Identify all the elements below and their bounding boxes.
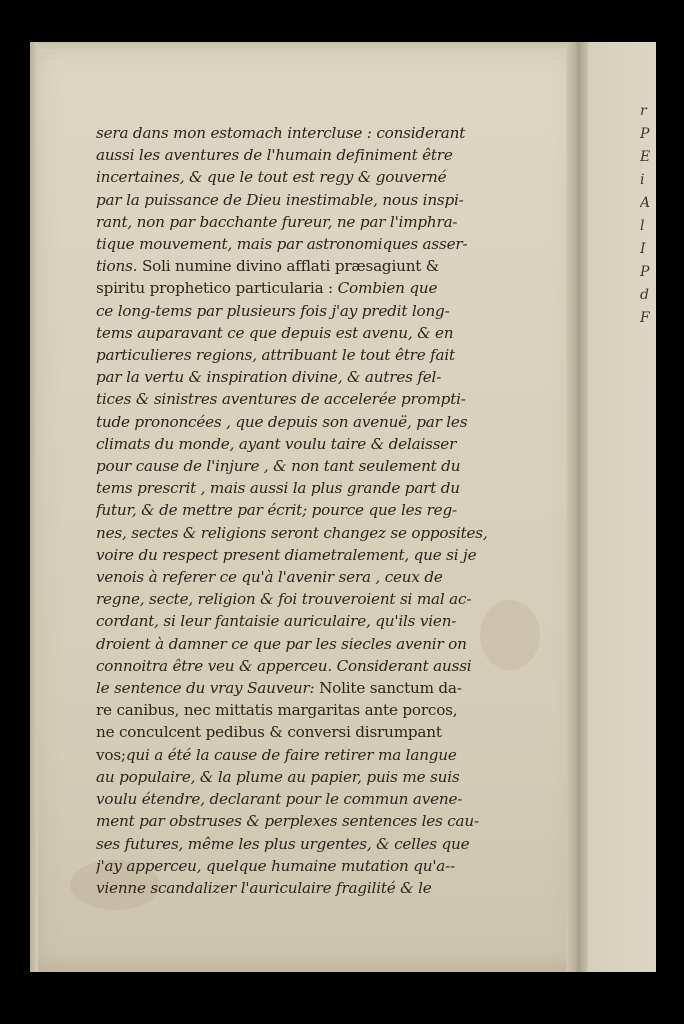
text-line	[96, 277, 510, 299]
text-italic-part: le sentence du vray Sauveur:	[96, 679, 315, 698]
text-line: futur, & de mettre par écrit; pource que les reg-	[96, 501, 457, 520]
text-line	[96, 677, 510, 699]
right-page-letter: I	[640, 241, 646, 257]
text-line: tems prescrit , mais aussi la plus grande part du	[96, 479, 460, 498]
text-line	[96, 744, 510, 766]
right-page-letter: P	[640, 126, 650, 142]
latin-quote: vos;	[96, 745, 126, 764]
latin-quote: re canibus, nec mittatis margaritas ante porcos,	[96, 701, 458, 720]
text-line: climats du monde, ayant voulu taire & delaisser	[96, 434, 457, 453]
right-page-letter: P	[640, 264, 650, 280]
text-line: tique mouvement, mais par astronomiques asser-	[96, 235, 468, 254]
page-top-edge	[30, 42, 582, 52]
latin-quote: Nolite sanctum da-	[319, 679, 462, 698]
text-line	[96, 699, 510, 721]
right-page-letter: E	[640, 149, 651, 165]
text-line	[96, 721, 510, 743]
page-body-text	[96, 122, 510, 899]
text-line: au populaire, & la plume au papier, puis me suis	[96, 767, 460, 786]
text-line: particulieres regions, attribuant le tout être fait	[96, 346, 455, 365]
text-line: pour cause de l'injure , & non tant seulement du	[96, 457, 461, 476]
text-line: par la vertu & inspiration divine, & autres fel-	[96, 368, 442, 387]
latin-quote: Soli numine divino afflati præsagiunt &	[141, 257, 440, 276]
text-line: regne, secte, religion & foi trouveroient si mal ac-	[96, 590, 472, 609]
text-line: rant, non par bacchante fureur, ne par l'imphra-	[96, 212, 458, 231]
text-line: cordant, si leur fantaisie auriculaire, qu'ils vien-	[96, 612, 457, 631]
text-line: connoitra être veu & apperceu. Considerant aussi	[96, 656, 472, 675]
text-line: tude prononcées , que depuis son avenuë, par les	[96, 412, 468, 431]
text-line	[96, 255, 510, 277]
text-line: j'ay apperceu, quelque humaine mutation qu'a--	[96, 856, 456, 875]
text-line: venois à referer ce qu'à l'avenir sera , ceux de	[96, 568, 443, 587]
text-line: tems auparavant ce que depuis est avenu, & en	[96, 323, 454, 342]
text-italic-part: qui a été la cause de faire retirer ma langue	[125, 745, 457, 764]
text-line: voulu étendre, declarant pour le commun avene-	[96, 790, 463, 809]
text-line: incertaines, & que le tout est regy & gouverné	[96, 168, 447, 187]
right-page-letter: A	[640, 195, 651, 211]
text-line: voire du respect present diametralement, que si je	[96, 545, 477, 564]
text-line: aussi les aventures de l'humain definiment être	[96, 146, 453, 165]
right-page-letter: i	[640, 172, 645, 188]
text-line: ment par obstruses & perplexes sentences les cau-	[96, 812, 479, 831]
text-italic-part: Combien que	[337, 279, 438, 298]
right-page-text-fragments	[640, 100, 656, 330]
text-line: nes, sectes & religions seront changez se opposites,	[96, 523, 488, 542]
text-italic-part: tions.	[96, 257, 138, 276]
text-line: droient à damner ce que par les siecles avenir on	[96, 634, 467, 653]
right-page-letter: r	[640, 103, 647, 119]
right-page-letter: F	[640, 310, 650, 326]
text-line: tices & sinistres aventures de accelerée prompti-	[96, 390, 466, 409]
right-page-letter: l	[640, 218, 645, 234]
text-line: ses futures, même les plus urgentes, & celles que	[96, 834, 470, 853]
text-line: ce long-tems par plusieurs fois j'ay predit long-	[96, 301, 450, 320]
latin-quote: ne conculcent pedibus & conversi disrumpant	[96, 723, 442, 742]
book-gutter	[566, 42, 588, 972]
latin-quote: spiritu prophetico particularia :	[96, 279, 333, 298]
text-line: par la puissance de Dieu inestimable, nous inspi-	[96, 190, 464, 209]
text-line: vienne scandalizer l'auriculaire fragilité & le	[96, 878, 432, 897]
right-page-letter: d	[640, 287, 649, 303]
text-line: sera dans mon estomach intercluse : considerant	[96, 124, 466, 142]
page-left-edge	[30, 42, 38, 972]
